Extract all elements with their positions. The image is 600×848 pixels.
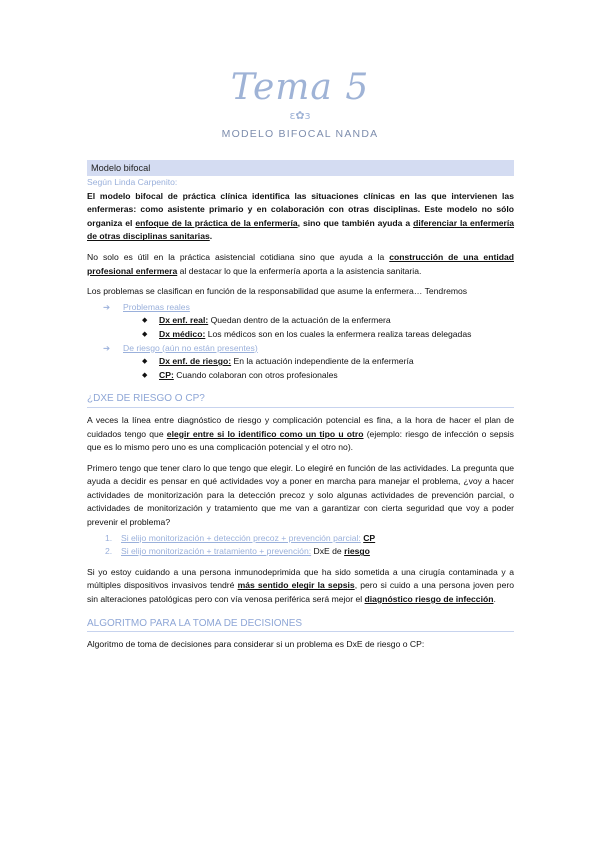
text-run: Si yo estoy cuidando a una persona inmunodeprimida que ha sido sometida a una cirugía contaminada y a múltiples dispositivos invasivos tendré xyxy=(87,566,514,591)
paragraph-classification: Los problemas se clasifican en función de la responsabilidad que asume la enfermera… Tendremos xyxy=(87,286,468,297)
option-result: CP xyxy=(363,532,376,543)
text-run: El modelo bifocal de práctica clínica identifica las situaciones clínicas en las que intervienen las enfermeras: como asistente primario y en colaboración con otras disciplinas. Este modelo no sólo organiza el xyxy=(87,190,514,228)
list-number: 1. xyxy=(105,532,113,543)
text-run: DxE de xyxy=(311,546,345,557)
page-subtitle: MODELO BIFOCAL NANDA xyxy=(221,128,379,140)
text-run: , sino que también ayuda a xyxy=(297,217,414,228)
text-run: . xyxy=(209,231,213,242)
paragraph-utility xyxy=(87,251,514,278)
underlined-text: elegir entre si lo identifico como un tipo u otro xyxy=(166,428,364,439)
list-item-option-2 xyxy=(87,545,514,559)
option-link[interactable]: Si elijo monitorización + tratamiento + prevención: xyxy=(121,546,312,557)
section-heading-modelo-bifocal: Modelo bifocal xyxy=(87,160,514,176)
list-item-de-riesgo xyxy=(87,342,514,356)
problem-types-list xyxy=(87,301,514,315)
definition: Cuando colaboran con otros profesionales xyxy=(173,369,338,380)
paragraph-intro xyxy=(87,190,514,244)
text-run: A veces la línea entre diagnóstico de riesgo y complicación potencial es fina, a la hora de hacer el plan de cuidados tengo que xyxy=(87,414,514,439)
problem-types-list-2 xyxy=(87,342,514,356)
paragraph-fine-line xyxy=(87,414,514,455)
document-body xyxy=(87,160,514,652)
term: Dx médico: xyxy=(159,328,206,339)
arrow-icon: ➔ xyxy=(103,301,111,312)
list-number: 2. xyxy=(105,546,113,557)
definition: En la actuación independiente de la enfermería xyxy=(231,356,414,367)
term: Dx enf. de riesgo: xyxy=(159,356,232,367)
list-item-option-1 xyxy=(87,532,514,546)
underlined-text: más sentido elegir la sepsis xyxy=(237,580,355,591)
diamond-icon: ◆ xyxy=(142,330,148,338)
page-title: Tema 5 xyxy=(230,67,370,108)
title-block xyxy=(0,68,600,140)
underlined-text: diagnóstico riesgo de infección xyxy=(364,594,494,605)
term: Dx enf. real: xyxy=(159,315,209,326)
option-link[interactable]: Si elijo monitorización + detección precoz + prevención parcial: xyxy=(121,532,361,543)
text-run: , pero si cuido a una persona joven pero sin alteraciones patológicas pero con vía venosa periférica será mejor el xyxy=(87,580,514,605)
underlined-text: construcción de una entidad profesional enfermera xyxy=(87,251,514,276)
diamond-icon: ◆ xyxy=(142,317,148,325)
diamond-icon: ◆ xyxy=(142,358,148,366)
list-item xyxy=(87,369,514,383)
list-label: Problemas reales xyxy=(123,301,190,312)
text-run: . xyxy=(493,594,496,605)
option-result: riesgo xyxy=(344,546,370,557)
source-label: Según Linda Carpenito: xyxy=(87,177,178,187)
paragraph-decide: Primero tengo que tener claro lo que tengo que elegir. Lo elegiré en función de las actividades. La pregunta que ayuda a decidir es pensar en qué actividades voy a poner en marcha para manejar el problema, ¿voy a hacer actividades de monitorización para la detección precoz y solo algunas actividades de prevención parcial, o actividades de monitorización y tratamiento que me van a garantizar con cierta seguridad que voy a poder prevenir el problema? xyxy=(87,462,514,528)
list-item xyxy=(87,355,514,369)
paragraph-algoritmo: Algoritmo de toma de decisiones para considerar si un problema es DxE de riesgo o CP: xyxy=(87,639,425,650)
underlined-text: enfoque de la práctica de la enfermería xyxy=(135,217,298,228)
list-item xyxy=(87,314,514,328)
decision-list xyxy=(87,532,514,559)
section-heading-dxe-riesgo-cp: ¿DXE DE RIESGO O CP? xyxy=(87,392,514,408)
underlined-text: diferenciar la enfermería de otras disciplinas sanitarias xyxy=(87,217,514,242)
definition: Los médicos son en los cuales la enfermera realiza tareas delegadas xyxy=(205,328,472,339)
sublist-riesgo xyxy=(87,355,514,382)
list-label: De riesgo (aún no están presentes) xyxy=(123,342,258,353)
section-heading-algoritmo: ALGORITMO PARA LA TOMA DE DECISIONES xyxy=(87,617,514,633)
text-run: No solo es útil en la práctica asistencial cotidiana sino que ayuda a la xyxy=(87,251,390,262)
text-run: al destacar lo que la enfermería aporta a la asistencia sanitaria. xyxy=(177,265,422,276)
diamond-icon: ◆ xyxy=(142,371,148,379)
arrow-icon: ➔ xyxy=(103,342,111,353)
text-run: (ejemplo: riesgo de infección o sepsis que es lo mismo pero uno es una complicación potencial y el otro no). xyxy=(87,428,514,453)
definition: Quedan dentro de la actuación de la enfermera xyxy=(208,315,391,326)
title-ornament: ɛ✿ɜ xyxy=(289,109,311,122)
list-item-problemas-reales xyxy=(87,301,514,315)
list-item xyxy=(87,328,514,342)
sublist-reales xyxy=(87,314,514,341)
term: CP: xyxy=(159,369,174,380)
paragraph-example xyxy=(87,566,514,607)
